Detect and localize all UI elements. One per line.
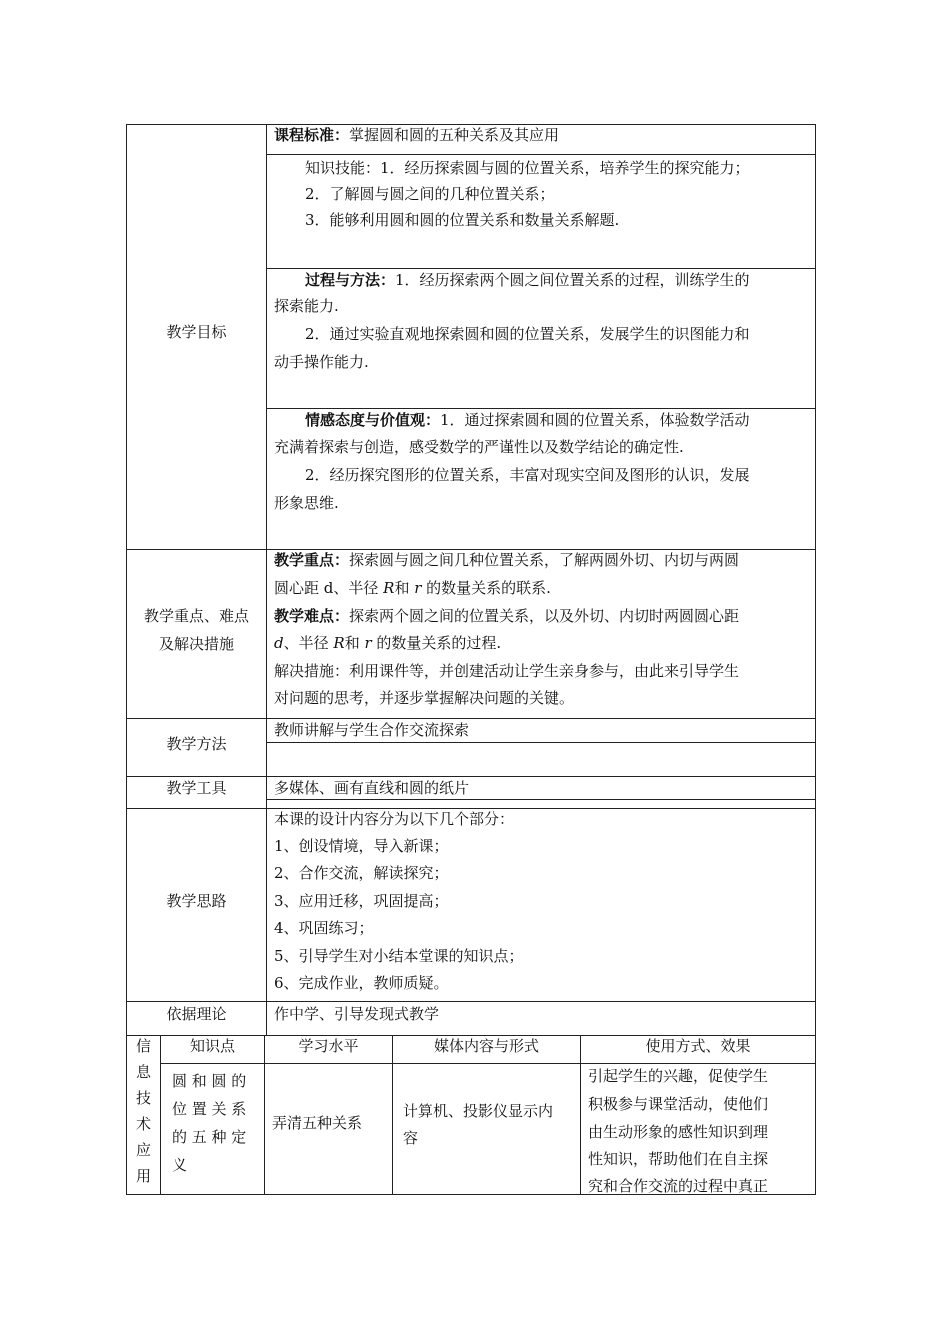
it-side-label-char: 术: [135, 1115, 151, 1133]
knowledge-point-line: 位 置 关 系: [172, 1100, 247, 1118]
knowledge-line: 3．能够利用圆和圆的位置关系和数量关系解题.: [305, 211, 620, 229]
approach-step: 5、引导学生对小结本堂课的知识点；: [274, 947, 524, 965]
header-knowledge-point: 知识点: [189, 1037, 235, 1055]
usage-effect-line: 性知识，帮助他们在自主探: [588, 1150, 769, 1168]
tools-value: 多媒体、画有直线和圆的纸片: [274, 779, 470, 797]
theory-value: 作中学、引导发现式教学: [274, 1005, 440, 1023]
approach-step: 3、应用迁移，巩固提高；: [274, 892, 449, 910]
column-divider: [266, 124, 267, 1035]
row-divider: [266, 408, 816, 409]
row-divider: [126, 1001, 816, 1002]
process-heading: 过程与方法：: [305, 271, 396, 289]
focus-line: 圆心距 d、半径 R和 r 的数量关系的联系.: [274, 579, 551, 597]
learning-level-value: 弄清五种关系: [272, 1114, 363, 1132]
process-line: 2．通过实验直观地探索圆和圆的位置关系，发展学生的识图能力和: [305, 325, 750, 343]
knowledge-line: 2．了解圆与圆之间的几种位置关系；: [305, 185, 555, 203]
knowledge-point-line: 的 五 种 定: [172, 1128, 247, 1146]
course-standard-heading: 课程标准：: [274, 126, 350, 144]
emotion-line: 情感态度与价值观：1．通过探索圆和圆的位置关系，体验数学活动: [305, 411, 750, 429]
usage-effect-line: 积极参与课堂活动，使他们: [588, 1095, 769, 1113]
approach-step: 2、合作交流，解读探究；: [274, 864, 449, 882]
process-line: 过程与方法：1．经历探索两个圆之间位置关系的过程，训练学生的: [305, 271, 750, 289]
row-divider: [126, 718, 816, 719]
row-divider: [160, 1063, 816, 1064]
it-side-label-char: 技: [135, 1089, 151, 1107]
knowledge-line: 知识技能：1．经历探索圆与圆的位置关系，培养学生的探究能力；: [305, 159, 750, 177]
media-content-line: 计算机、投影仪显示内: [403, 1102, 554, 1120]
course-standard: [274, 125, 559, 145]
key-points-label-line1: 教学重点、难点: [143, 607, 249, 625]
it-side-label-char: 用: [135, 1167, 151, 1185]
column-divider: [264, 1035, 265, 1195]
row-divider: [266, 268, 816, 269]
process-line: 探索能力.: [274, 297, 339, 315]
method-label: 教学方法: [166, 735, 227, 753]
row-divider: [266, 742, 816, 743]
it-side-label-char: 息: [135, 1063, 151, 1081]
column-divider: [160, 1035, 161, 1195]
difficulty-line: 教学难点：探索两个圆之间的位置关系，以及外切、内切时两圆圆心距: [274, 607, 740, 625]
difficulty-line: d、半径 R和 r 的数量关系的过程.: [274, 634, 502, 652]
approach-intro: 本课的设计内容分为以下几个部分：: [274, 810, 515, 828]
column-divider: [392, 1035, 393, 1195]
knowledge-point-line: 义: [172, 1156, 188, 1174]
it-side-label-char: 应: [135, 1141, 151, 1159]
column-divider: [580, 1035, 581, 1195]
emotion-line: 充满着探索与创造，感受数学的严谨性以及数学结论的确定性.: [274, 438, 684, 456]
it-side-label-char: 信: [135, 1037, 151, 1055]
tools-label: 教学工具: [166, 779, 227, 797]
solution-line: 解决措施：利用课件等，并创建活动让学生亲身参与，由此来引导学生: [274, 662, 740, 680]
row-divider: [266, 799, 816, 800]
row-divider: [126, 776, 816, 777]
emotion-heading: 情感态度与价值观：: [305, 411, 441, 429]
usage-effect-line: 由生动形象的感性知识到理: [588, 1123, 769, 1141]
row-divider: [266, 154, 816, 155]
emotion-line: 2．经历探究图形的位置关系，丰富对现实空间及图形的认识，发展: [305, 466, 750, 484]
media-content-line: 容: [403, 1129, 419, 1147]
focus-heading: 教学重点：: [274, 551, 350, 569]
header-learning-level: 学习水平: [298, 1037, 359, 1055]
emotion-line: 形象思维.: [274, 494, 339, 512]
focus-line: 教学重点：探索圆与圆之间几种位置关系，了解两圆外切、内切与两圆: [274, 551, 740, 569]
approach-label: 教学思路: [166, 892, 227, 910]
solution-line: 对问题的思考，并逐步掌握解决问题的关键。: [274, 689, 575, 707]
difficulty-heading: 教学难点：: [274, 607, 350, 625]
course-standard-text: 掌握圆和圆的五种关系及其应用: [349, 126, 560, 144]
header-media-content: 媒体内容与形式: [433, 1037, 539, 1055]
header-usage-effect: 使用方式、效果: [645, 1037, 751, 1055]
usage-effect-line: 引起学生的兴趣，促使学生: [588, 1067, 769, 1085]
key-points-label-line2: 及解决措施: [158, 635, 234, 653]
objectives-label: 教学目标: [166, 323, 227, 341]
process-line: 动手操作能力.: [274, 353, 369, 371]
approach-step: 4、巩固练习；: [274, 919, 374, 937]
usage-effect-line: 究和合作交流的过程中真正: [588, 1177, 769, 1195]
approach-step: 1、创设情境，导入新课；: [274, 837, 449, 855]
approach-step: 6、完成作业，教师质疑。: [274, 974, 449, 992]
knowledge-point-line: 圆 和 圆 的: [172, 1072, 247, 1090]
method-value: 教师讲解与学生合作交流探索: [274, 721, 470, 739]
theory-label: 依据理论: [166, 1005, 227, 1023]
